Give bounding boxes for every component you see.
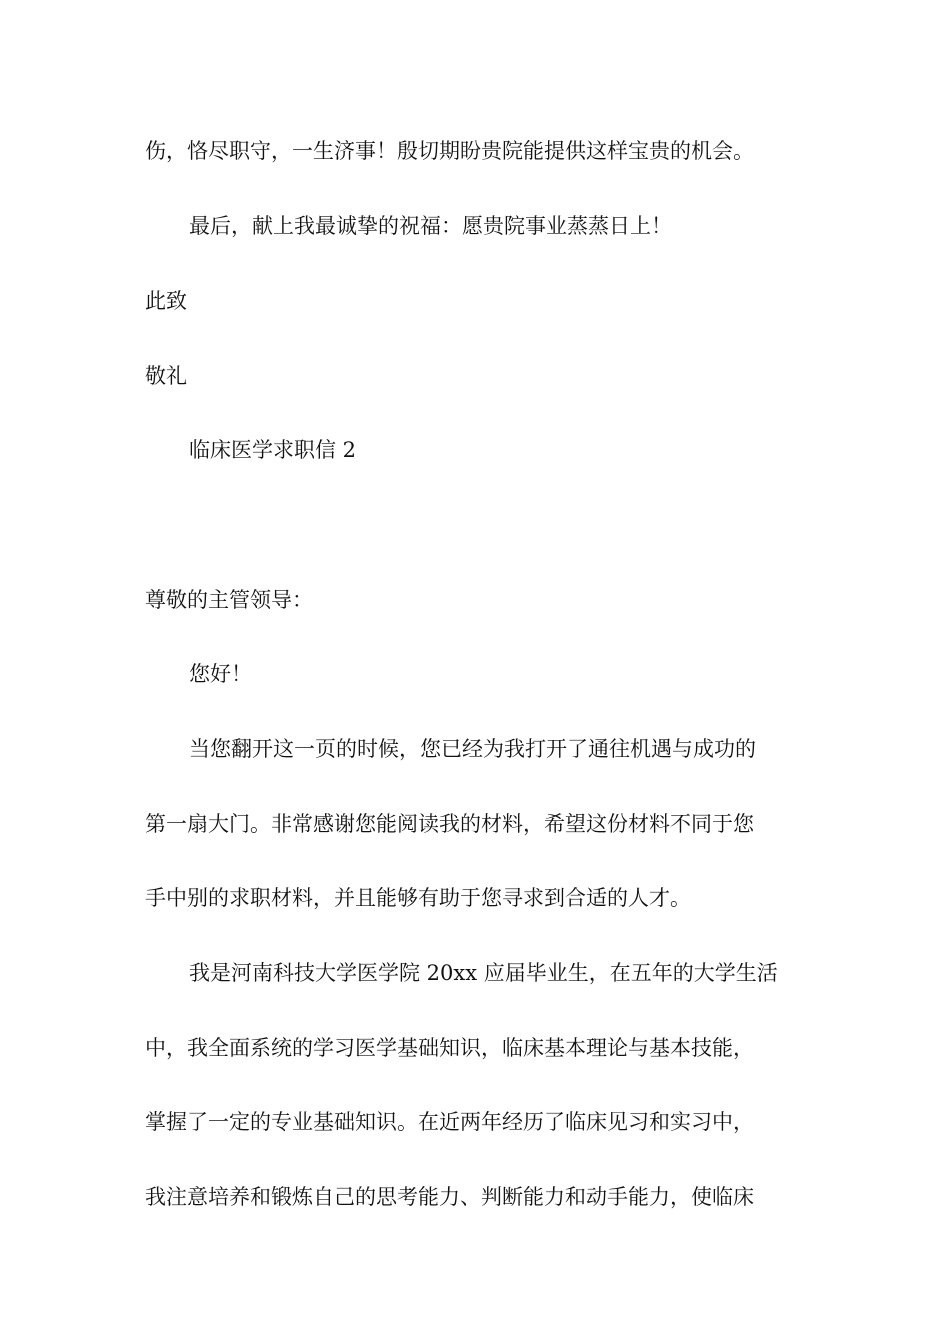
paragraph-line: 手中别的求职材料，并且能够有助于您寻求到合适的人才。 [145, 886, 691, 910]
greeting-recipient: 尊敬的主管领导： [145, 588, 313, 612]
salutation-jingli: 敬礼 [145, 364, 187, 388]
salutation-cizhi: 此致 [145, 289, 187, 313]
paragraph-line: 掌握了一定的专业基础知识。在近两年经历了临床见习和实习中， [145, 1110, 754, 1134]
paragraph-line: 第一扇大门。非常感谢您能阅读我的材料，希望这份材料不同于您 [145, 812, 754, 836]
paragraph-line: 中，我全面系统的学习医学基础知识，临床基本理论与基本技能， [145, 1036, 754, 1060]
paragraph-line: 伤，恪尽职守，一生济事！殷切期盼贵院能提供这样宝贵的机会。 [145, 139, 754, 163]
paragraph-line: 当您翻开这一页的时候，您已经为我打开了通往机遇与成功的 [189, 737, 756, 761]
paragraph-line: 我注意培养和锻炼自己的思考能力、判断能力和动手能力，使临床 [145, 1185, 754, 1209]
paragraph-line: 我是河南科技大学医学院 20xx 应届毕业生，在五年的大学生活 [189, 961, 778, 985]
greeting-hello: 您好！ [189, 662, 252, 686]
closing-wish-line: 最后，献上我最诚挚的祝福：愿贵院事业蒸蒸日上！ [189, 214, 672, 238]
section-title: 临床医学求职信 2 [189, 438, 357, 462]
